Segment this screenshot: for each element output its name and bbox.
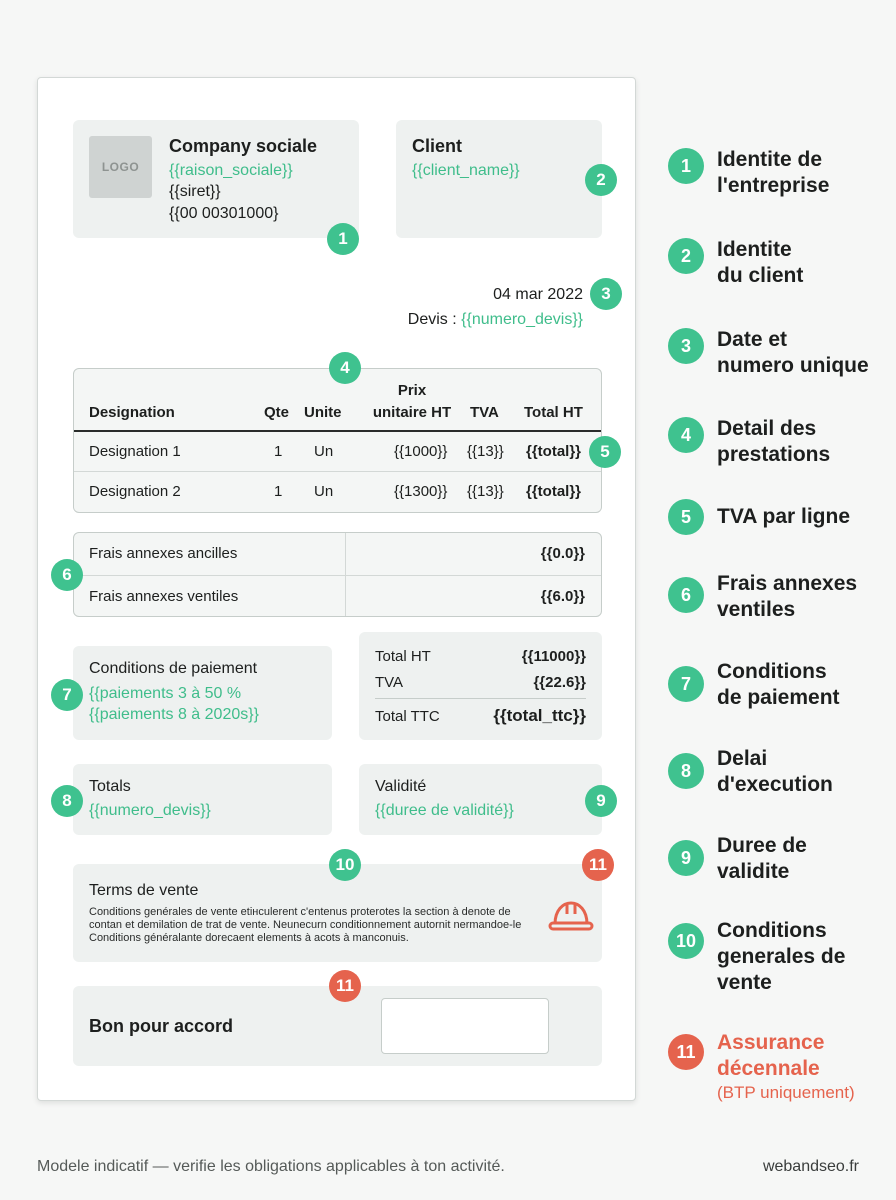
totals-box [73,764,332,835]
marker-11-signature: 11 [329,970,361,1002]
legend-num: 10 [668,923,704,959]
header-designation: Designation [89,404,175,421]
legend-label: Detail des prestations [717,417,831,466]
devis-value: {{numero_devis}} [461,311,583,328]
validite-title: Validité [375,778,427,795]
legend-label: Delai d'execution [717,747,833,796]
terms-line1: Conditions genérales de vente etiнculerent c'entenus proterotes la section à denote de [89,906,511,918]
conditions-box [73,646,332,740]
header-prix: Prix [397,382,427,399]
row1-designation: Designation 1 [89,443,181,460]
frais-1-label: Frais annexes ancilles [89,545,238,562]
legend-label: TVA par ligne [717,505,851,528]
bon-title: Bon pour accord [89,1016,234,1036]
company-siret: {{siret}} [169,183,221,200]
row2-designation: Designation 2 [89,483,181,500]
row2-unite: Un [314,483,334,500]
company-box [73,120,359,238]
legend-num: 1 [668,148,704,184]
legend-num: 6 [668,577,704,613]
conditions-line2: {{paiements 8 à 2020s}} [89,706,259,723]
totals-divider [375,698,586,699]
terms-line3: Conditions généralante dorecaent elements à acots à manconuis. [89,932,409,944]
frais-divider [74,575,601,576]
legend-label: Identite du client [717,238,804,287]
header-unite: Unite [304,404,342,421]
row2-prix: {{1300}} [394,483,448,500]
legend-label: Identite de l'entreprise [717,148,830,197]
legend-label: Frais annexes ventiles [717,572,858,621]
hard-hat-icon [547,898,595,934]
marker-6: 6 [51,559,83,591]
conditions-line1: {{paiements 3 à 50 % [89,685,242,702]
services-table [73,368,602,513]
terms-line2: contan et demilation de trat de vente. Neunecurn conditionnement autornit nermandoe-le [89,919,522,931]
table-row [74,432,601,472]
legend-num: 5 [668,499,704,535]
client-name: {{client_name}} [412,162,520,179]
client-title: Client [412,136,463,156]
row1-total: {{total}} [526,443,582,460]
table-row [74,473,601,513]
totals-summary-box [359,632,602,740]
total-ttc-value: {{total_ttc}} [493,706,586,725]
signature-field[interactable] [381,998,549,1054]
header-unitaire: unitaire HT [372,404,452,421]
marker-8: 8 [51,785,83,817]
frais-box [73,532,602,617]
frais-2-value: {{6.0}} [540,588,585,605]
conditions-title: Conditions de paiement [89,660,258,677]
footer-disclaimer: Modele indicatif — verifie les obligations applicables à ton activité. [37,1158,505,1175]
quote-document [37,77,636,1101]
header-tva: TVA [470,404,499,421]
marker-5: 5 [589,436,621,468]
marker-9: 9 [585,785,617,817]
legend-num: 2 [668,238,704,274]
client-box [396,120,602,238]
marker-7: 7 [51,679,83,711]
frais-2-label: Frais annexes ventiles [89,588,239,605]
legend-num: 3 [668,328,704,364]
quote-date: 04 mar 2022 [493,286,583,303]
validite-box [359,764,602,835]
marker-1: 1 [327,223,359,255]
legend-label: Conditions generales de vente [717,919,846,994]
legend-label: Conditions de paiement [717,660,840,709]
totals-value: {{numero_devis}} [89,802,211,819]
terms-title: Terms de vente [89,882,199,899]
legend-num: 11 [668,1034,704,1070]
row2-qte: 1 [274,483,283,500]
legend-num: 7 [668,666,704,702]
row2-tva: {{13}} [467,483,504,500]
header-qte: Qte [264,404,290,421]
legend-num: 8 [668,753,704,789]
row1-tva: {{13}} [467,443,504,460]
total-ht-label: Total HT [375,648,431,665]
row1-unite: Un [314,443,334,460]
marker-2: 2 [585,164,617,196]
devis-label: Devis : [407,311,457,328]
tva-value: {{22.6}} [533,674,586,691]
company-number: {{00 00301000} [169,205,279,222]
marker-4: 4 [329,352,361,384]
company-raison: {{raison_sociale}} [169,162,293,179]
quote-number [408,311,583,329]
total-ttc-label: Total TTC [375,708,440,725]
frais-1-value: {{0.0}} [540,545,585,562]
marker-3: 3 [590,278,622,310]
marker-11: 11 [582,849,614,881]
legend-label: Assurance décennale (BTP uniquement) [717,1031,855,1102]
company-title: Company sociale [169,136,318,156]
legend-num: 9 [668,840,704,876]
logo-placeholder: LOGO [89,136,152,198]
tva-label: TVA [375,674,404,691]
footer-site-link[interactable]: webandseo.fr [762,1158,859,1175]
legend-num: 4 [668,417,704,453]
marker-10: 10 [329,849,361,881]
validite-value: {{duree de validité}} [375,802,514,819]
row1-prix: {{1000}} [394,443,448,460]
row2-total: {{total}} [526,483,582,500]
totals-title: Totals [89,778,131,795]
row1-qte: 1 [274,443,283,460]
legend-label: Duree de validite [717,834,807,883]
header-total: Total HT [524,404,583,421]
legend-label: Date et numero unique [717,328,869,377]
total-ht-value: {{11000}} [521,648,586,665]
frais-column-divider [345,533,346,616]
